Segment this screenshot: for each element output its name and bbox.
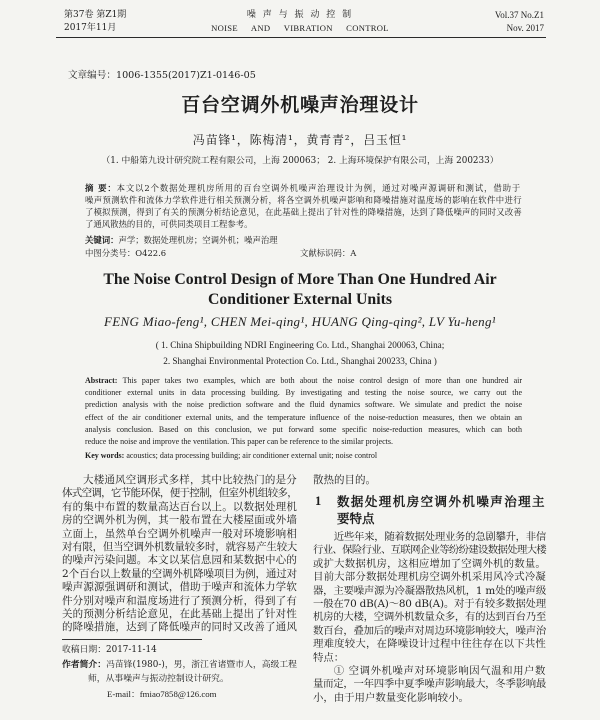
body-text-line: 大楼通风空调形式多样，其中比较热门的是分: [83, 474, 297, 486]
body-text-line: 一般在70 dB(A)～80 dB(A)。对于有较多数据处理: [313, 598, 546, 611]
body-text-line: 器，主要噪声源为冷凝器散热风机，1 m处的噪声级: [313, 584, 546, 597]
abstract-cn-lead: 本文以2个数据处理机房所用的百台空调外机噪声治理设计为例，通过对噪声源调研和测试，借助于: [116, 183, 522, 193]
keywords-cn: [85, 234, 522, 246]
author-bio-label: 作者简介：: [62, 659, 107, 670]
abstract-en-lead: This paper takes two examples, which are both about the noise control design of more than one hundred air: [122, 376, 523, 385]
body-text-line: 散热的目的。: [313, 474, 376, 486]
body-text-line: 关的预测分析结论意见，在此基础上提出了针对性: [62, 608, 297, 621]
paper-title-en-line: The Noise Control Design of More Than One Hundred Air: [103, 271, 497, 288]
issue-date: 2017年11月: [64, 23, 117, 33]
body-text-line: 噪声源源强调研和测试，借助于噪声和流体力学软: [62, 581, 297, 594]
body-text-line: 特点：: [313, 651, 345, 664]
abstract-cn-line: 了模拟预测，得到了有关的预测分析结论意见，在此基础上提出了针对性的降噪措施，达到了降低噪声的同时又改善: [85, 207, 522, 217]
abstract-en-line: effect of the air conditioner external units, and the temperature influence of the noise-reduction measures, then we obtain an: [85, 412, 522, 422]
body-text-line: 量而定，一年四季中夏季噪声影响最大，冬季影响最: [313, 678, 546, 691]
paper-title-en: [40, 270, 560, 309]
body-right-paragraph-2: [313, 665, 546, 705]
author-bio-continued: 师，从事噪声与振动控制设计研究。: [88, 674, 229, 684]
journal-name-en: NOISE AND VIBRATION CONTROL: [211, 23, 389, 33]
clc-number: 中图分类号：O422.6: [85, 248, 167, 258]
body-text-line: 的噪声污染问题。本文以某信息园和某数据中心的: [62, 554, 297, 567]
body-text-line: 理难度较大，在降噪设计过程中往往存在以下共性: [313, 638, 546, 651]
received-date-line: [62, 643, 297, 658]
keywords-en: [85, 450, 522, 462]
keywords-cn-label: 关键词：: [85, 235, 119, 245]
author-bio-lead: 冯苗锋(1980-)，男，浙江省诸暨市人，高级工程: [106, 659, 297, 670]
body-text-line: 房的空调外机为例，其一般布置在大楼屋面或外墙: [62, 514, 297, 527]
body-text-line: 近些年来，随着数据处理业务的急剧攀升，非信: [333, 531, 546, 543]
journal-name: [160, 9, 440, 35]
footnote-divider: [62, 639, 202, 640]
section-number: 1: [315, 494, 322, 508]
document-code: 文献标识码：A: [300, 248, 357, 258]
author-bio-line: [62, 658, 297, 673]
affiliation-en-line: ( 1. China Shipbuilding NDRI Engineering Co. Ltd., Shanghai 200063, China;: [155, 340, 445, 350]
section-title-line: 要特点: [337, 511, 375, 526]
article-number: 文章编号：1006-1355(2017)Z1-0146-05: [68, 70, 256, 81]
abstract-cn: [85, 182, 522, 230]
body-text-line: 立面上，虽然单台空调外机噪声一般对环境影响相: [62, 527, 297, 540]
received-date-label: 收稿日期：: [62, 645, 106, 655]
body-text-line: 对有限，但当空调外机数量较多时，就容易产生较大: [62, 541, 297, 554]
body-text-line: 件分别对噪声和温度场进行了预测分析，得到了有: [62, 594, 297, 607]
paper-title-en-line: Conditioner External Units: [207, 290, 393, 308]
keywords-cn-line: [85, 234, 522, 246]
volume-issue: 第37卷 第Z1期: [64, 10, 127, 20]
affiliation-en-line: 2. Shanghai Environmental Protection Co. Ltd., Shanghai 200233, China ): [163, 356, 437, 366]
volume-number-en: Vol.37 No.Z1: [494, 10, 544, 20]
abstract-cn-label: 摘 要：: [85, 183, 117, 193]
keywords-cn-value: 声学；数据处理机房；空调外机；噪声治理: [118, 235, 278, 245]
abstract-en-label: Abstract:: [85, 376, 123, 385]
received-date: 2017-11-14: [106, 645, 157, 655]
body-text-line: 或扩大数据机房，这相应增加了空调外机的数量。: [313, 557, 546, 570]
keywords-en-line: [85, 450, 522, 462]
footnote: [62, 643, 297, 701]
affiliation-en: [40, 337, 560, 369]
abstract-en-lines: [85, 387, 522, 448]
body-text-line: 小，由于用户数量变化影响较小。: [313, 691, 469, 704]
body-text-line: 行业、保险行业、互联网企业等纷纷建设数据处理大楼: [313, 544, 546, 557]
keywords-en-value: acoustics; data processing building; air conditioner external unit; noise control: [126, 450, 378, 460]
body-text-line: 机房的大楼，空调外机数量众多，有的达到百台乃至: [313, 611, 546, 624]
body-text-line: 目前大部分数据处理机房空调外机采用风冷式冷凝: [313, 571, 546, 584]
abstract-en-line: reduce the noise and improve the ventilation. This paper can be reference to the similar projects.: [85, 437, 393, 447]
body-left-paragraph: [62, 474, 297, 635]
journal-issue-info: [64, 9, 126, 35]
body-right-paragraph-1: [313, 531, 546, 665]
abstract-cn-line: 噪声预测软件和流体力学软件进行相关预测分析，将各空调外机噪声影响和降噪措施对温度场的影响在软件中进行: [85, 195, 522, 205]
body-text-line: 的降噪措施，达到了降低噪声的同时又改善了通风: [62, 621, 297, 634]
abstract-cn-line: 了通风散热的目的，可供同类项目工程参考。: [85, 219, 253, 229]
abstract-en-line: analysis conclusion. Based on this conclusion, we put forward some specific noise-reduction measures, which can both: [85, 424, 522, 434]
keywords-en-label: Key words:: [85, 450, 127, 460]
authors-cn: 冯苗锋¹，陈梅清¹，黄青青²，吕玉恒¹: [192, 133, 408, 147]
body-text-line: 2个百台以上数量的空调外机降噪项目为例，通过对: [62, 567, 297, 580]
body-text-line: 有的集中布置的数量高达百台以上。以数据处理机: [62, 500, 297, 513]
section-title: [337, 493, 546, 527]
header-divider: [56, 37, 546, 38]
journal-name-cn: 噪 声 与 振 动 控 制: [246, 10, 354, 20]
paper-title-cn: 百台空调外机噪声治理设计: [181, 94, 419, 116]
section-heading: [313, 493, 546, 527]
author-email: E-mail：fmiao7858@126.com: [107, 688, 217, 699]
abstract-en: [85, 375, 522, 448]
journal-volume-en: [495, 9, 544, 35]
abstract-cn-lines: [85, 194, 522, 230]
body-text-line: 数百台，叠加后的噪声对周边环境影响较大，噪声治: [313, 624, 546, 637]
abstract-en-line: conditioner external units in data processing building. By investigating and testing the noise source, we carry out the: [85, 388, 522, 398]
issue-date-en: Nov. 2017: [506, 23, 544, 33]
classification-line: [85, 247, 522, 259]
abstract-en-line: prediction analysis with the noise prediction software and the fluid dynamics software. We simulate and predict the noise: [85, 400, 522, 410]
section-title-line: 数据处理机房空调外机噪声治理主: [337, 494, 546, 509]
abstract-cn-first-line: [85, 182, 522, 194]
body-text-line: ① 空调外机噪声对环境影响因气温和用户数: [333, 665, 546, 677]
body-right-continuation: [313, 474, 546, 487]
abstract-en-first-line: [85, 375, 522, 387]
body-text-line: 体式空调，它节能环保，便于控制，但室外机组较多，: [62, 487, 297, 500]
authors-en: FENG Miao-feng¹, CHEN Mei-qing¹, HUANG Qing-qing², LV Yu-heng¹: [104, 314, 496, 329]
affiliation-cn: （1. 中船第九设计研究院工程有限公司，上海 200063； 2. 上海环境保护有限公司，上海 200233）: [101, 156, 499, 166]
